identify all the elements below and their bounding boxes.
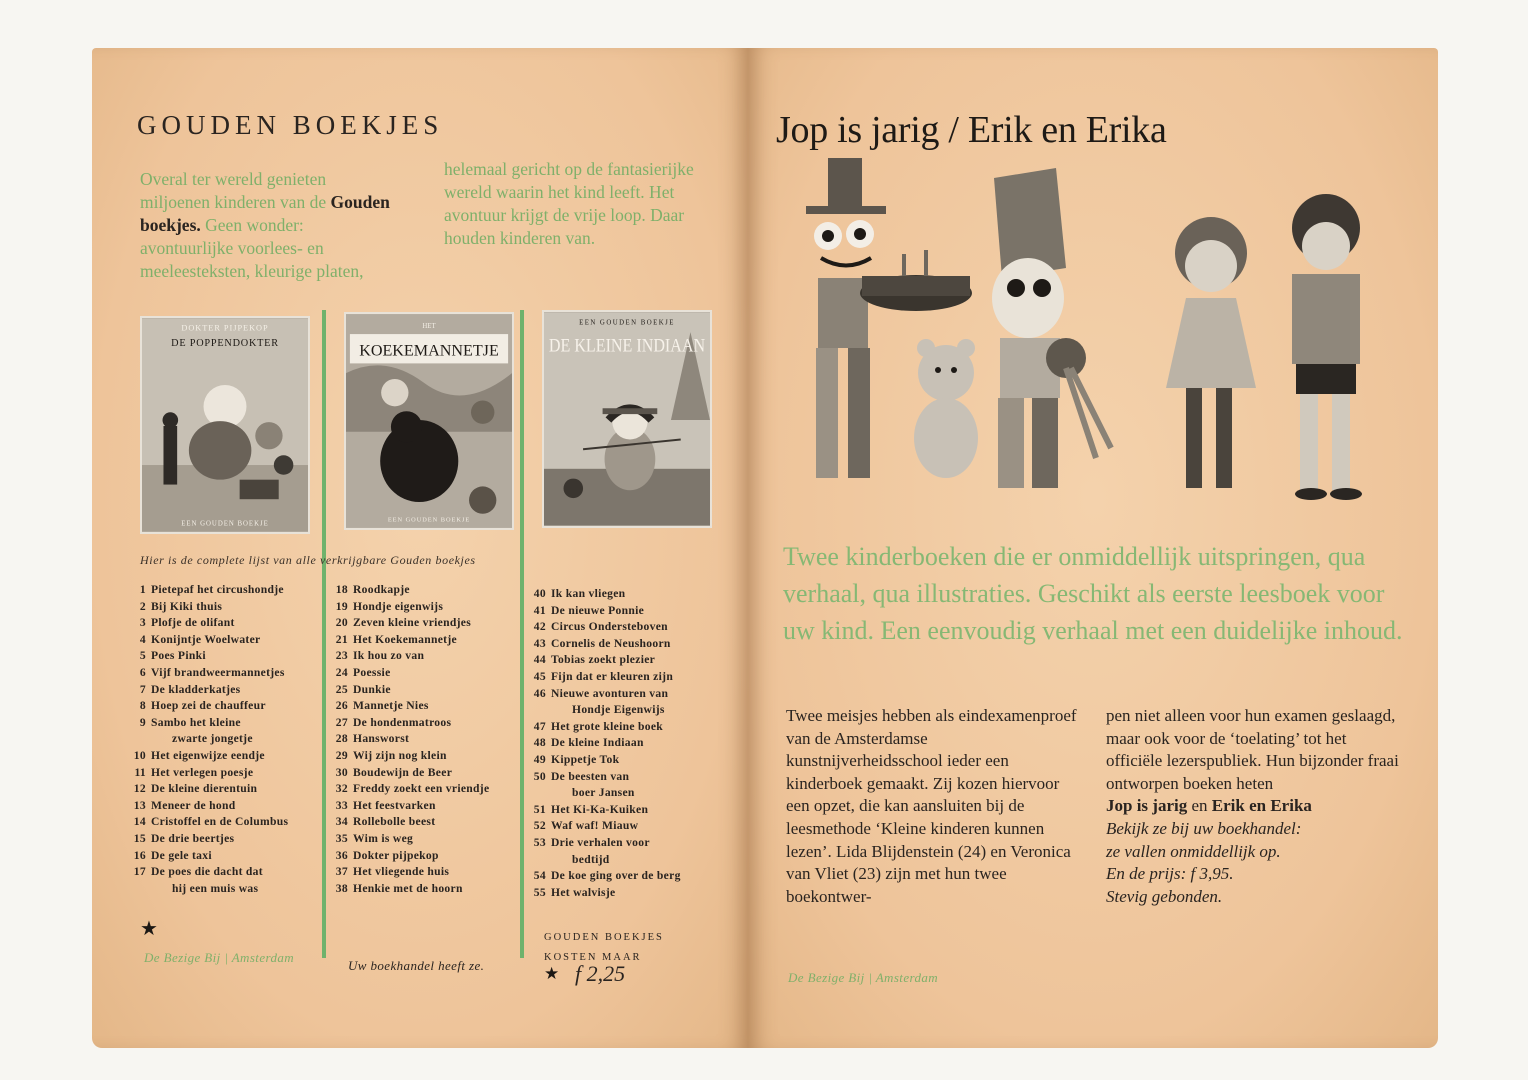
list-item <box>332 881 522 898</box>
book-cover-poppendokter <box>140 316 310 534</box>
book-list-column-2 <box>332 582 522 897</box>
list-item-number: 40 <box>533 587 546 600</box>
list-item-number: 19 <box>335 599 348 613</box>
book-cover-kleine-indiaan <box>542 310 712 528</box>
list-item <box>530 852 740 869</box>
price-caption-line-1: GOUDEN BOEKJES <box>544 932 664 943</box>
list-item <box>130 748 325 765</box>
conjunction: en <box>1191 796 1208 816</box>
book-title-jop: Jop is jarig <box>1106 796 1188 816</box>
list-item-number: 50 <box>533 769 546 783</box>
list-item <box>530 885 740 902</box>
list-item <box>130 781 325 798</box>
list-item <box>332 831 522 848</box>
series-title: GOUDEN BOEKJES <box>137 110 444 140</box>
book-cover-koekemannetje <box>344 312 514 530</box>
list-item-number: 18 <box>335 583 348 596</box>
right-page <box>748 48 1438 1048</box>
list-item-title: Drie verhalen voor <box>551 835 650 849</box>
list-item-number: 36 <box>335 848 348 862</box>
list-item <box>530 652 740 669</box>
list-item-title: Het eigenwijze eendje <box>151 748 265 762</box>
list-item <box>130 765 325 782</box>
cover-top-text: HET <box>422 323 436 331</box>
lead-paragraph: Twee kinderboeken die er onmiddellijk uitspringen, qua verhaal, qua illustraties. Geschikt als eerste leesboek voor uw kind. Een eenvoudig verhaal met een duidelijke inhoud. <box>783 542 1403 645</box>
page-title: Jop is jarig / Erik en Erika <box>776 109 1167 151</box>
list-item <box>130 648 325 665</box>
cover-illustration <box>142 318 308 532</box>
intro-text-after: Geen wonder: avontuurlijke voorlees- en meeleesteksten, kleurige platen, <box>140 215 364 281</box>
list-item-number: 13 <box>133 798 146 812</box>
list-item-title: Konijntje Woelwater <box>151 632 261 646</box>
list-item <box>332 698 522 715</box>
cover-illustration <box>544 312 710 526</box>
list-item-number: 6 <box>139 665 146 679</box>
list-item-number: 55 <box>533 885 546 899</box>
list-item-number: 3 <box>139 616 146 630</box>
list-item <box>332 715 522 732</box>
list-item-number: 7 <box>139 682 146 696</box>
list-item-title: Meneer de hond <box>151 798 236 812</box>
list-item-title: Cristoffel en de Columbus <box>151 815 289 829</box>
list-item <box>332 648 522 665</box>
list-item-title: Dokter pijpekop <box>353 848 439 862</box>
list-item <box>130 582 325 599</box>
list-item-number: 51 <box>533 802 546 816</box>
list-item-title: Nieuwe avonturen van <box>551 686 669 700</box>
list-item-title: De gele taxi <box>151 848 212 862</box>
list-item <box>332 864 522 881</box>
cover-title-text: DE POPPENDOKTER <box>171 337 279 349</box>
list-item-title: Het walvisje <box>551 885 616 899</box>
list-item-title: Plofje de olifant <box>151 616 235 630</box>
book-list-column-3 <box>530 586 740 901</box>
list-item-title: Freddy zoekt een vriendje <box>353 782 490 796</box>
list-item-title: Ik kan vliegen <box>551 587 626 600</box>
list-item-number: 24 <box>335 665 348 679</box>
intro-column-2: helemaal gericht op de fantasierijke wereld waarin het kind leeft. Het avontuur krijgt de vrije loop. Daar houden kinderen van. <box>444 159 694 248</box>
list-item-title: Het feestvarken <box>353 798 436 812</box>
list-item-title: Hondje Eigenwijs <box>572 703 665 717</box>
list-item-number: 1 <box>139 583 146 596</box>
list-item-title: Hoep zei de chauffeur <box>151 699 266 713</box>
list-item <box>530 769 740 786</box>
list-item-number: 25 <box>335 682 348 696</box>
list-item <box>530 669 740 686</box>
list-item-title: Waf waf! Miauw <box>551 819 639 833</box>
list-item <box>130 814 325 831</box>
list-item <box>130 632 325 649</box>
bookseller-note: Uw boekhandel heeft ze. <box>348 958 485 973</box>
cover-top-text: DOKTER PIJPEKOP <box>181 323 269 333</box>
list-item-title: Het verlegen poesje <box>151 765 254 779</box>
star-icon: ★ <box>544 964 560 983</box>
italic-line-4: Stevig gebonden. <box>1106 886 1223 906</box>
list-item-number: 4 <box>139 632 146 646</box>
list-item-number <box>551 852 567 869</box>
list-item-number: 43 <box>533 636 546 650</box>
list-item-number: 54 <box>533 869 546 883</box>
intro-text-before: Overal ter wereld genieten miljoenen kinderen van de <box>140 169 327 212</box>
list-item <box>332 781 522 798</box>
list-item-title: Hondje eigenwijs <box>353 599 444 613</box>
list-item <box>130 682 325 699</box>
list-item-title: Pietepaf het circushondje <box>151 583 284 596</box>
list-item-number: 41 <box>533 603 546 617</box>
list-item-title: De kleine dierentuin <box>151 782 258 796</box>
list-item-number: 26 <box>335 699 348 713</box>
list-item-number: 47 <box>533 719 546 733</box>
list-item-title: Fijn dat er kleuren zijn <box>551 669 674 683</box>
list-item-title: Poessie <box>353 665 391 679</box>
star-icon: ★ <box>140 918 158 940</box>
list-item-number: 42 <box>533 620 546 634</box>
list-item-number: 30 <box>335 765 348 779</box>
list-item <box>332 731 522 748</box>
list-item <box>130 731 325 748</box>
list-item <box>130 864 325 881</box>
list-item-title: De kladderkatjes <box>151 682 241 696</box>
intro-column-1 <box>140 168 390 283</box>
list-item-number: 53 <box>533 835 546 849</box>
list-item-title: Tobias zoekt plezier <box>551 653 656 667</box>
list-item-title: Circus Ondersteboven <box>551 620 668 634</box>
body-column-2 <box>1106 705 1406 908</box>
list-item-number: 48 <box>533 736 546 750</box>
list-item <box>530 702 740 719</box>
list-item <box>530 868 740 885</box>
list-item-number: 10 <box>133 748 146 762</box>
list-item-title: Roodkapje <box>353 583 410 596</box>
list-item-title: bedtijd <box>572 852 610 866</box>
list-item-title: De poes die dacht dat <box>151 865 263 879</box>
list-item-number: 12 <box>133 782 146 796</box>
list-item <box>530 719 740 736</box>
list-item-number: 27 <box>335 715 348 729</box>
list-item-title: Het Koekemannetje <box>353 632 457 646</box>
list-item-number: 17 <box>133 865 146 879</box>
list-item <box>530 818 740 835</box>
list-item-title: Sambo het kleine <box>151 715 241 729</box>
list-item <box>130 881 325 898</box>
publisher-imprint: De Bezige Bij | Amsterdam <box>144 950 295 965</box>
list-item-number <box>551 702 567 719</box>
body-column-1: Twee meisjes hebben als eindexamenproef van de Amsterdamse kunstnijverheidsschool ieder een kinderboek gemaakt. Zij kozen hiervoor een opzet, die kan aansluiten bij de leesmethode ‘Kleine kinderen kunnen lezen’. Lida Blijdenstein (24) en Veronica van Vliet (23) zijn met hun twee boekontwer- <box>786 706 1077 906</box>
list-item-title: hij een muis was <box>172 881 259 895</box>
list-item-number: 28 <box>335 732 348 746</box>
cover-title-text: KOEKEMANNETJE <box>359 342 499 360</box>
list-item-number: 37 <box>335 865 348 879</box>
list-item <box>130 599 325 616</box>
list-item-number: 38 <box>335 881 348 895</box>
list-item <box>332 848 522 865</box>
list-item-number: 11 <box>134 765 146 779</box>
list-item-title: Wij zijn nog klein <box>353 748 447 762</box>
list-item <box>332 748 522 765</box>
list-item <box>130 615 325 632</box>
publisher-imprint: De Bezige Bij | Amsterdam <box>788 970 939 985</box>
list-item-number: 32 <box>335 782 348 796</box>
left-page <box>92 48 748 1048</box>
list-caption: Hier is de complete lijst van alle verkrijgbare Gouden boekjes <box>140 553 476 567</box>
list-item <box>530 636 740 653</box>
list-item-title: De hondenmatroos <box>353 715 452 729</box>
list-item-number: 46 <box>533 686 546 700</box>
list-item-number <box>551 785 567 802</box>
list-item <box>332 682 522 699</box>
cover-footer-text: EEN GOUDEN BOEKJE <box>181 520 269 528</box>
list-item-number: 14 <box>133 815 146 829</box>
list-item <box>530 586 740 603</box>
list-item-title: Rollebolle beest <box>353 815 436 829</box>
price-caption-line-2: KOSTEN MAAR <box>544 952 642 963</box>
list-item-title: boer Jansen <box>572 786 635 800</box>
list-item <box>130 831 325 848</box>
list-item <box>332 814 522 831</box>
cover-title-text: DE KLEINE INDIAAN <box>548 335 706 357</box>
list-item <box>130 715 325 732</box>
list-item <box>130 798 325 815</box>
list-item <box>530 835 740 852</box>
list-item-title: Poes Pinki <box>151 649 206 663</box>
cover-footer-text: EEN GOUDEN BOEKJE <box>387 516 471 524</box>
list-item <box>530 752 740 769</box>
list-item <box>130 848 325 865</box>
list-item <box>332 599 522 616</box>
intro-bold-brand: Gouden boekjes. <box>140 192 390 235</box>
list-item-title: Vijf brandweermannetjes <box>151 665 285 679</box>
list-item-title: Mannetje Nies <box>353 699 429 713</box>
list-item-number: 52 <box>533 819 546 833</box>
italic-line-1: Bekijk ze bij uw boekhandel: <box>1106 818 1302 838</box>
list-item-number: 15 <box>133 831 146 845</box>
list-item-title: Het grote kleine boek <box>551 719 664 733</box>
list-item <box>332 665 522 682</box>
list-item-number: 21 <box>335 632 348 646</box>
cover-illustration <box>346 314 512 528</box>
list-item-number: 20 <box>335 616 348 630</box>
list-item <box>332 765 522 782</box>
list-item-number: 49 <box>533 752 546 766</box>
list-item <box>530 802 740 819</box>
list-item-number: 34 <box>335 815 348 829</box>
list-item <box>530 619 740 636</box>
list-item-title: Kippetje Tok <box>551 752 620 766</box>
list-item-number <box>151 881 167 898</box>
list-item <box>332 615 522 632</box>
characters-illustration <box>766 158 1426 518</box>
list-item <box>530 603 740 620</box>
list-item-title: Hansworst <box>353 732 410 746</box>
list-item-title: Het vliegende huis <box>353 865 450 879</box>
illustration-characters <box>766 158 1426 518</box>
list-item-title: Boudewijn de Beer <box>353 765 453 779</box>
body-text: pen niet alleen voor hun examen geslaagd, maar ook voor de ‘toelating’ tot het officiële lezerspubliek. Hun bijzonder fraai ontworpen boeken heten <box>1106 706 1399 793</box>
list-item <box>332 632 522 649</box>
list-item-title: De beesten van <box>551 769 630 783</box>
list-item <box>530 735 740 752</box>
list-item-title: De koe ging over de berg <box>551 869 681 883</box>
book-list-column-1 <box>130 582 325 897</box>
book-title-erik: Erik en Erika <box>1211 796 1312 816</box>
list-item-title: Ik hou zo van <box>353 649 425 663</box>
list-item-title: De drie beertjes <box>151 831 235 845</box>
list-item-number: 5 <box>139 649 146 663</box>
list-item-title: De kleine Indiaan <box>551 736 644 750</box>
cover-top-text: EEN GOUDEN BOEKJE <box>579 319 675 327</box>
list-item-title: Cornelis de Neushoorn <box>551 636 671 650</box>
list-item-title: Het Ki-Ka-Kuiken <box>551 802 649 816</box>
list-item-title: Wim is weg <box>353 831 414 845</box>
list-item-number: 29 <box>335 748 348 762</box>
booklet-spread <box>92 48 1438 1048</box>
list-item <box>530 785 740 802</box>
list-item-number: 33 <box>335 798 348 812</box>
list-item-title: De nieuwe Ponnie <box>551 603 645 617</box>
list-item-title: Bij Kiki thuis <box>151 599 223 613</box>
list-item-number: 2 <box>139 599 146 613</box>
list-item-number: 23 <box>335 649 348 663</box>
list-item <box>130 665 325 682</box>
list-item <box>130 698 325 715</box>
list-item-number: 8 <box>139 699 146 713</box>
list-item <box>332 582 522 599</box>
list-item-title: Zeven kleine vriendjes <box>353 616 472 630</box>
list-item-number: 35 <box>335 831 348 845</box>
list-item-number: 44 <box>533 653 546 667</box>
list-item-number: 45 <box>533 669 546 683</box>
list-item-title: zwarte jongetje <box>172 732 253 746</box>
list-item-number: 16 <box>133 848 146 862</box>
list-item <box>530 686 740 703</box>
price-value: f 2,25 <box>575 961 626 986</box>
list-item-number <box>151 731 167 748</box>
italic-line-2: ze vallen onmiddellijk op. <box>1106 841 1281 861</box>
list-item-number: 9 <box>139 715 146 729</box>
list-item-title: Henkie met de hoorn <box>353 881 463 895</box>
list-item-title: Dunkie <box>353 682 391 696</box>
list-item <box>332 798 522 815</box>
italic-line-3: En de prijs: f 3,95. <box>1106 864 1234 884</box>
